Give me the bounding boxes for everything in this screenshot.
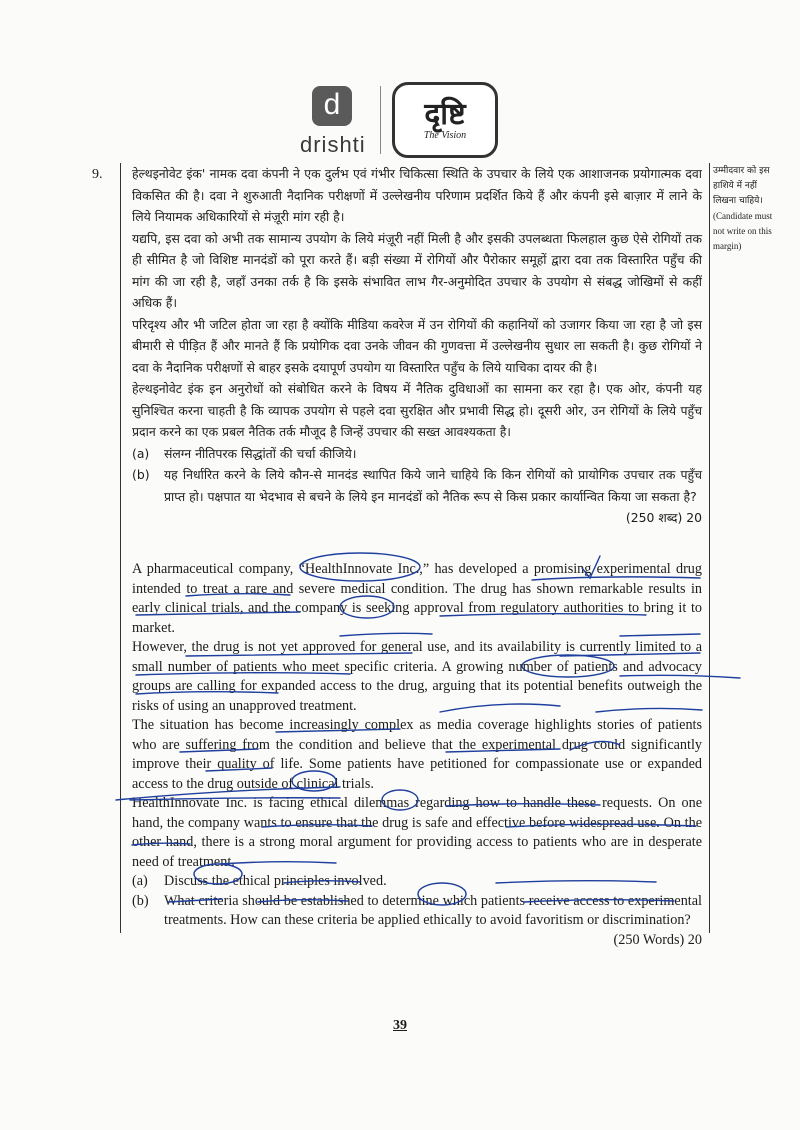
english-b-text: What criteria should be established to determine which patients receive access to experimental treatments. How can these criteria be applied ethically to avoid favoritism or discrimination? [164, 892, 702, 928]
hindi-b-text: यह निर्धारित करने के लिये कौन-से मानदंड स्थापित किये जाने चाहिये कि किन रोगियों को प्रायोगिक उपचार तक पहुँच प्राप्त हो। पक्षपात या भेदभाव से बचने के लिये इन मानदंडों को नैतिक रूप से किस प्रकार कार्यान्वित किया जा सकता है? [164, 467, 702, 504]
vision-logo-english: The Vision [423, 129, 467, 141]
question-number: 9. [92, 167, 103, 182]
header-logos [300, 82, 530, 162]
drishti-logo-text: drishti [300, 132, 366, 157]
margin-instruction [713, 164, 795, 254]
english-marks: (250 Words) 20 [613, 931, 702, 948]
english-paragraph-2: However, the drug is not yet approved for general use, and its availability is currently limited to a small number of patients who meet specific criteria. A growing number of patients and advocacy groups are calling for expanded access to the drug, arguing that its potential benefits outweigh the risks of using an unapproved treatment. [132, 639, 702, 714]
english-question [132, 560, 702, 950]
vision-logo-hindi: दृष्टि [424, 96, 466, 132]
the-vision-logo [392, 82, 498, 158]
margin-note-hindi-2: हाशिये में नहीं [713, 181, 757, 191]
english-paragraph-3: The situation has become increasingly complex as media coverage highlights stories of patients who are suffering from the condition and believe that the experimental drug could significantly improve their quality of life. Some patients have petitioned for compassionate use or expanded access to the drug outside of clinical trials. [132, 717, 702, 792]
english-b-label: (b) [132, 892, 149, 909]
logo-letter: d [323, 87, 341, 121]
hindi-marks: (250 शब्द) 20 [625, 510, 702, 525]
logo-divider [380, 86, 381, 154]
hindi-a-text: संलग्न नीतिपरक सिद्धांतों की चर्चा कीजिये। [164, 445, 357, 461]
hindi-paragraph-4: हेल्थइनोवेट इंक इन अनुरोधों को संबोधित करने के विषय में नैतिक दुविधाओं का सामना कर रहा है। एक ओर, कंपनी यह सुनिश्चित करना चाहती है कि व्यापक उपयोग से पहले दवा सुरक्षित और प्रभावी सिद्ध हो। दूसरी ओर, उन रोगियों के लिये पहुँच प्रदान करने का एक प्रबल नैतिक तर्क मौजूद है जिन्हें उपचार की सख्त आवश्यकता है। [132, 381, 702, 439]
english-paragraph-4: HealthInnovate Inc. is facing ethical dilemmas regarding how to handle these requests. On one hand, the company wants to ensure that the drug is safe and effective before widespread use. On the other hand, there is a strong moral argument for providing access to patients who are in desperate need of treatment. [132, 795, 702, 870]
margin-note-english-2: not write on this [713, 226, 772, 236]
hindi-a-label: (a) [132, 445, 150, 461]
margin-note-english-1: (Candidate must [713, 211, 773, 221]
left-margin-rule [120, 163, 121, 933]
english-a-text: Discuss the ethical principles involved. [164, 873, 387, 889]
right-margin-rule [709, 163, 710, 933]
drishti-logo-mark [312, 86, 352, 126]
english-sub-question-a [132, 872, 702, 892]
hindi-b-label: (b) [132, 467, 150, 482]
hindi-paragraph-3: परिदृश्य और भी जटिल होता जा रहा है क्योंकि मीडिया कवरेज में उन रोगियों की कहानियों को उजागर किया जा रहा है जो इस बीमारी से पीड़ित हैं और मानते हैं कि प्रयोगिक दवा उनके जीवन की गुणवत्ता में उल्लेखनीय सुधार ला सकती है। कुछ रोगियों ने दवा के नैदानिक परीक्षणों से बाहर इसके दयापूर्ण उपयोग या विस्तारित पहुँच के लिये याचिका दायर की है। [132, 316, 702, 375]
english-paragraph-1: A pharmaceutical company, “HealthInnovate Inc.,” has developed a promising experimental drug intended to treat a rare and severe medical condition. The drug has shown remarkable results in early clinical trials, and the company is seeking approval from regulatory authorities to bring it to market. [132, 561, 702, 636]
hindi-sub-question-a [132, 443, 702, 465]
hindi-sub-question-b [132, 464, 702, 507]
english-sub-question-b [132, 892, 702, 931]
hindi-paragraph-2: यद्यपि, इस दवा को अभी तक सामान्य उपयोग के लिये मंज़ूरी नहीं मिली है और इसकी उपलब्धता फिलहाल कुछ ऐसे रोगियों तक ही सीमित है जो विशिष्ट मानदंडों को पूरा करते हैं। बड़ी संख्या में रोगियों और पैरोकार समूहों द्वारा दवा तक विस्तारित पहुँच की मांग की जा रही है, जहाँ उनका तर्क है कि इसके संभावित लाभ गैर-अनुमोदित उपचार के उपयोग से संबद्ध जोखिमों से कहीं अधिक हैं। [132, 230, 702, 310]
hindi-paragraph-1: हेल्थइनोवेट इंक' नामक दवा कंपनी ने एक दुर्लभ एवं गंभीर चिकित्सा स्थिति के उपचार के लिये एक आशाजनक प्रयोगात्मक दवा विकसित की है। दवा ने शुरुआती नैदानिक परीक्षणों में उल्लेखनीय परिणाम प्रदर्शित किये हैं और कंपनी इसे बाज़ार में लाने के लिये नियामक अधिकारियों से मंज़ूरी मांग रही है। [132, 166, 702, 224]
margin-note-english-3: margin) [713, 241, 742, 251]
margin-note-hindi-3: लिखना चाहिये। [713, 196, 763, 206]
hindi-question [132, 163, 702, 529]
page-number: 39 [393, 1018, 407, 1033]
english-a-label: (a) [132, 873, 148, 889]
margin-note-hindi-1: उम्मीदवार को इस [713, 166, 770, 176]
